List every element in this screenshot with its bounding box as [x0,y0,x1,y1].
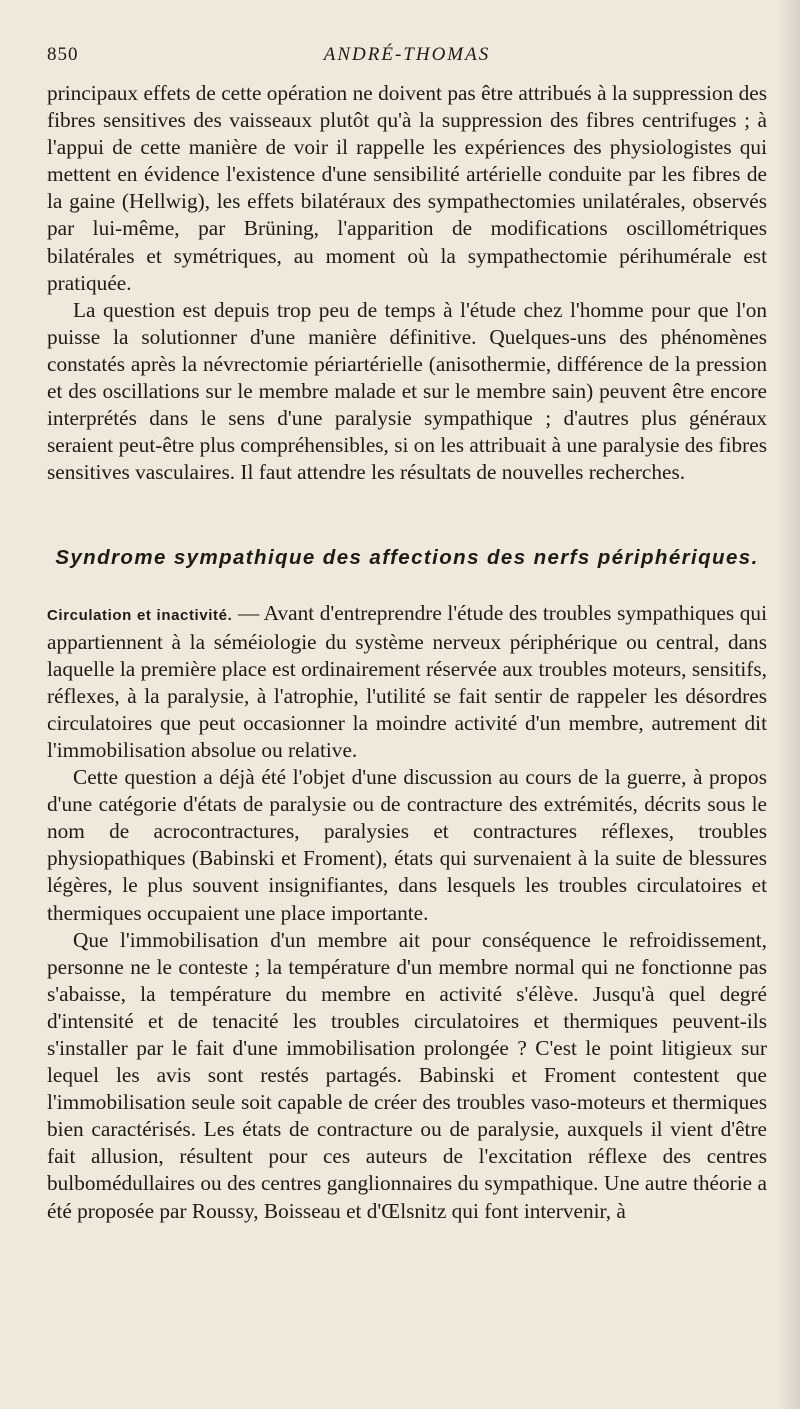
page-number: 850 [47,44,79,65]
page-edge-shadow [778,0,800,1409]
paragraph-continuation: principaux effets de cette opération ne doivent pas être attribués à la suppression des fibres sensitives des vaisseaux plutôt qu'à la suppression des fibres centrifuges ; à l'appui de cette manière de voir il rappelle les expériences des physiologistes qui mettent en évidence l'existence d'une sensibilité artérielle conduite par les fibres de la gaine (Hellwig), les effets bilatéraux des sympathectomies unilatérales, observés par lui-même, par Brüning, l'apparition de modifications oscillométriques bilatérales et symétriques, au moment où la sympathectomie périhumérale est pratiquée. [47,81,767,295]
running-header [47,44,767,74]
subsection-heading: Circulation et inactivité. [47,606,233,624]
paragraph: La question est depuis trop peu de temps à l'étude chez l'homme pour que l'on puisse la solutionner d'une manière définitive. Quelques-uns des phénomènes constatés après la névrectomie périartérielle (anisothermie, différence de la pression et des oscillations sur le membre malade et sur le membre sain) peuvent être encore interprétés dans le sens d'une paralysie sympathique ; d'autres plus généraux seraient peut-être plus compréhensibles, si on les attribuait à une paralysie des fibres sensitives vasculaires. Il faut attendre les résultats de nouvelles recherches. [47,297,767,485]
subsection-lead-text: — Avant d'entreprendre l'étude des troubles sympathiques qui appartiennent à la séméiologie du système nerveux périphérique ou central, dans laquelle la première place est ordinairement réservée aux troubles moteurs, sensitifs, réflexes, à la paralysie, à l'atrophie, l'utilité se fait sentir de rappeler les désordres circulatoires que peut occasionner la moindre activité d'un membre, autrement dit l'immobilisation absolue ou relative. [47,600,767,762]
paragraph: Que l'immobilisation d'un membre ait pour conséquence le refroidissement, personne ne le conteste ; la température d'un membre normal qui ne fonctionne pas s'abaisse, la température du membre en activité s'élève. Jusqu'à quel degré d'intensité et de tenacité les troubles circulatoires et thermiques peuvent-ils s'installer par le fait d'une immobilisation prolongée ? C'est le point litigieux sur lequel les avis sont restés partagés. Babinski et Froment contestent que l'immobilisation seule soit capable de créer des troubles vaso-moteurs et thermiques bien caractérisés. Les états de contracture ou de paralysie, auxquels il vient d'être fait allusion, résultent pour ces auteurs de l'excitation réflexe des centres bulbomédullaires ou des centres ganglionnaires du sympathique. Une autre théorie a été proposée par Roussy, Boisseau et d'Œlsnitz qui font intervenir, à [47,927,767,1223]
subsection-paragraph [47,600,767,765]
running-title: ANDRÉ-THOMAS [323,44,491,65]
section-title: Syndrome sympathique des affections des nerfs périphériques. [55,546,759,570]
page-text [47,80,767,1225]
paragraph: Cette question a déjà été l'objet d'une discussion au cours de la guerre, à propos d'une catégorie d'états de paralysie ou de contracture des extrémités, décrits sous le nom de acrocontractures, paralysies et contractures réflexes, troubles physiopathiques (Babinski et Froment), états qui survenaient à la suite de blessures légères, le plus souvent insignifiantes, dans lesquels les troubles circulatoires et thermiques occupaient une place importante. [47,765,767,925]
